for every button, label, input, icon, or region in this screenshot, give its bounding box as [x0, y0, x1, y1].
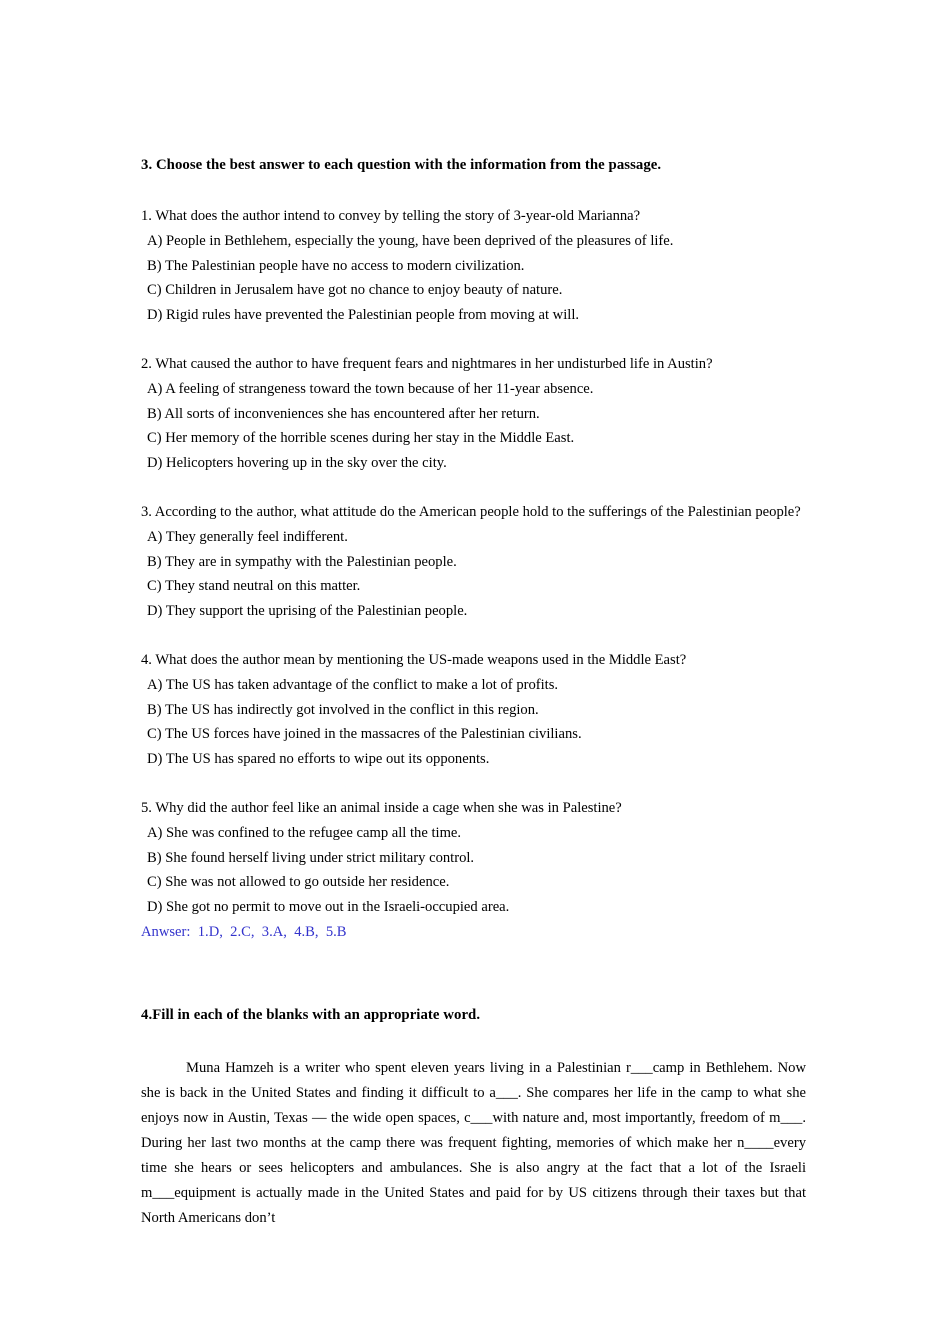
- option-b[interactable]: B) The Palestinian people have no access to modern civilization.: [147, 257, 525, 274]
- option-c[interactable]: C) Children in Jerusalem have got no chance to enjoy beauty of nature.: [147, 282, 563, 299]
- question-block-4: [141, 648, 806, 772]
- question-stem: 2. What caused the author to have frequent fears and nightmares in her undisturbed life in Austin?: [141, 355, 713, 372]
- question-stem: 5. Why did the author feel like an animal inside a cage when she was in Palestine?: [141, 799, 622, 816]
- option-d[interactable]: D) Helicopters hovering up in the sky over the city.: [147, 455, 447, 472]
- question-block-1: [141, 204, 806, 328]
- option-a[interactable]: A) A feeling of strangeness toward the town because of her 11-year absence.: [147, 380, 594, 397]
- option-c[interactable]: C) The US forces have joined in the massacres of the Palestinian civilians.: [147, 726, 582, 743]
- question-block-3: [141, 500, 806, 624]
- option-b[interactable]: B) She found herself living under strict military control.: [147, 849, 475, 866]
- option-a[interactable]: A) She was confined to the refugee camp all the time.: [147, 824, 462, 841]
- paragraph-spacer: [141, 1026, 806, 1056]
- heading-spacer: [141, 176, 806, 204]
- option-d[interactable]: D) Rigid rules have prevented the Palestinian people from moving at will.: [147, 307, 580, 324]
- question-block-5: [141, 796, 806, 945]
- option-d[interactable]: D) The US has spared no efforts to wipe out its opponents.: [147, 751, 490, 768]
- option-a[interactable]: A) The US has taken advantage of the conflict to make a lot of profits.: [147, 676, 559, 693]
- section-spacer: [141, 969, 806, 1005]
- option-c[interactable]: C) Her memory of the horrible scenes during her stay in the Middle East.: [147, 430, 575, 447]
- option-b[interactable]: B) All sorts of inconveniences she has encountered after her return.: [147, 405, 540, 422]
- option-b[interactable]: B) They are in sympathy with the Palestinian people.: [147, 553, 457, 570]
- question-stem: 4. What does the author mean by mentioning the US-made weapons used in the Middle East?: [141, 651, 687, 668]
- option-b[interactable]: B) The US has indirectly got involved in the conflict in this region.: [147, 701, 539, 718]
- option-d[interactable]: D) They support the uprising of the Palestinian people.: [147, 603, 468, 620]
- option-c[interactable]: C) She was not allowed to go outside her residence.: [147, 874, 450, 891]
- fill-in-blanks-paragraph: Muna Hamzeh is a writer who spent eleven years living in a Palestinian r___camp in Bethlehem. Now she is back in the United States and finding it difficult to a___. She compares her life in the camp to what she enjoys now in Austin, Texas — the wide open spaces, c___with nature and, most importantly, freedom of m___. During her last two months at the camp there was frequent fighting, memories of which make her n____every time she hears or sees helicopters and ambulances. She is also angry at the fact that a lot of the Israeli m___equipment is actually made in the United States and paid for by US citizens through their taxes but that North Americans don’t: [141, 1059, 806, 1226]
- question-block-2: [141, 352, 806, 476]
- option-a[interactable]: A) People in Bethlehem, especially the young, have been deprived of the pleasures of life.: [147, 232, 674, 249]
- option-c[interactable]: C) They stand neutral on this matter.: [147, 578, 361, 595]
- section-3-heading: 3. Choose the best answer to each question with the information from the passage.: [141, 157, 662, 173]
- question-stem: 3. According to the author, what attitude do the American people hold to the sufferings of the Palestinian people?: [141, 503, 801, 520]
- section-4-heading: 4.Fill in each of the blanks with an appropriate word.: [141, 1006, 481, 1023]
- answer-key-line: Anwser: 1.D, 2.C, 3.A, 4.B, 5.B: [141, 923, 347, 940]
- question-stem: 1. What does the author intend to convey by telling the story of 3-year-old Marianna?: [141, 208, 641, 224]
- option-a[interactable]: A) They generally feel indifferent.: [147, 528, 348, 545]
- option-d[interactable]: D) She got no permit to move out in the Israeli-occupied area.: [147, 899, 510, 916]
